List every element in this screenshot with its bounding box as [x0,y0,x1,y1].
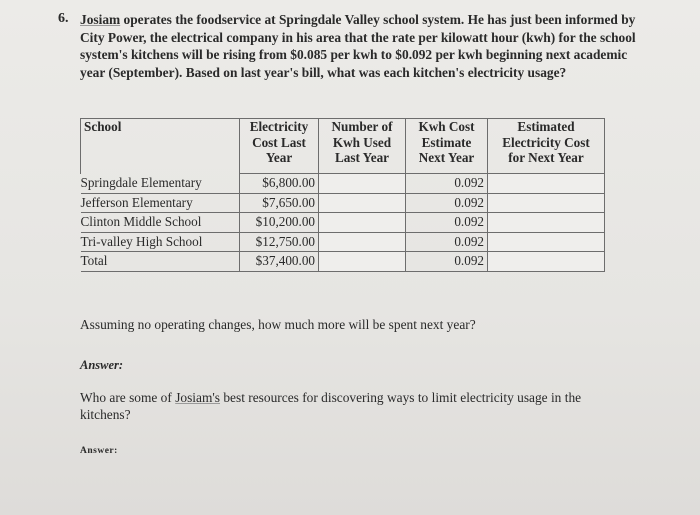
kwh-cost-cell: 0.092 [406,252,488,272]
kwh-used-cell[interactable] [319,232,406,252]
estimated-cost-cell[interactable] [488,213,605,233]
estimated-cost-cell[interactable] [488,232,605,252]
table-row [81,232,605,252]
header-school: School [81,119,240,174]
kwh-used-cell[interactable] [319,252,406,272]
school-name: Springdale Elementary [81,174,240,194]
answer-label-1: Answer: [80,358,124,372]
electricity-table [80,118,605,272]
kwh-used-cell[interactable] [319,174,406,194]
cost-last-year: $12,750.00 [240,232,319,252]
cost-last-year: $37,400.00 [240,252,319,272]
header-kwh-cost: Kwh Cost Estimate Next Year [406,119,488,174]
estimated-cost-cell[interactable] [488,174,605,194]
table-row [81,213,605,233]
question-3: Who are some of Josiam's best resources for discovering ways to limit electricity usage in the kitchens? [80,390,582,422]
cost-last-year: $10,200.00 [240,213,319,233]
header-kwh-used: Number of Kwh Used Last Year [319,119,406,174]
question-body: operates the foodservice at Springdale Valley school system. He has just been informed by City Power, the electrical company in his area that the rate per kilowatt hour (kwh) for the school system's kitchens will be rising from $0.085 per kwh to $0.092 per kwh beginning next academic year (September). Based on last year's bill, what was each kitchen's electricity usage? [80,12,636,80]
answer-label-2: Answer: [80,446,118,456]
table-row [81,174,605,194]
question-number: 6. [58,11,69,26]
kwh-cost-cell: 0.092 [406,174,488,194]
table-row [81,252,605,272]
person-name: Josiam [80,12,121,27]
school-name: Tri-valley High School [81,232,240,252]
cost-last-year: $7,650.00 [240,193,319,213]
school-name: Total [81,252,240,272]
table-header-row [81,119,605,174]
question-text [80,11,640,81]
question-2: Assuming no operating changes, how much more will be spent next year? [80,317,476,332]
estimated-cost-cell[interactable] [488,252,605,272]
person-name-2: Josiam's [175,390,221,405]
kwh-used-cell[interactable] [319,213,406,233]
header-estimated-cost: Estimated Electricity Cost for Next Year [488,119,605,174]
school-name: Clinton Middle School [81,213,240,233]
kwh-cost-cell: 0.092 [406,193,488,213]
table-row [81,193,605,213]
cost-last-year: $6,800.00 [240,174,319,194]
school-name: Jefferson Elementary [81,193,240,213]
kwh-used-cell[interactable] [319,193,406,213]
kwh-cost-cell: 0.092 [406,232,488,252]
estimated-cost-cell[interactable] [488,193,605,213]
header-electricity-cost: Electricity Cost Last Year [240,119,319,174]
kwh-cost-cell: 0.092 [406,213,488,233]
